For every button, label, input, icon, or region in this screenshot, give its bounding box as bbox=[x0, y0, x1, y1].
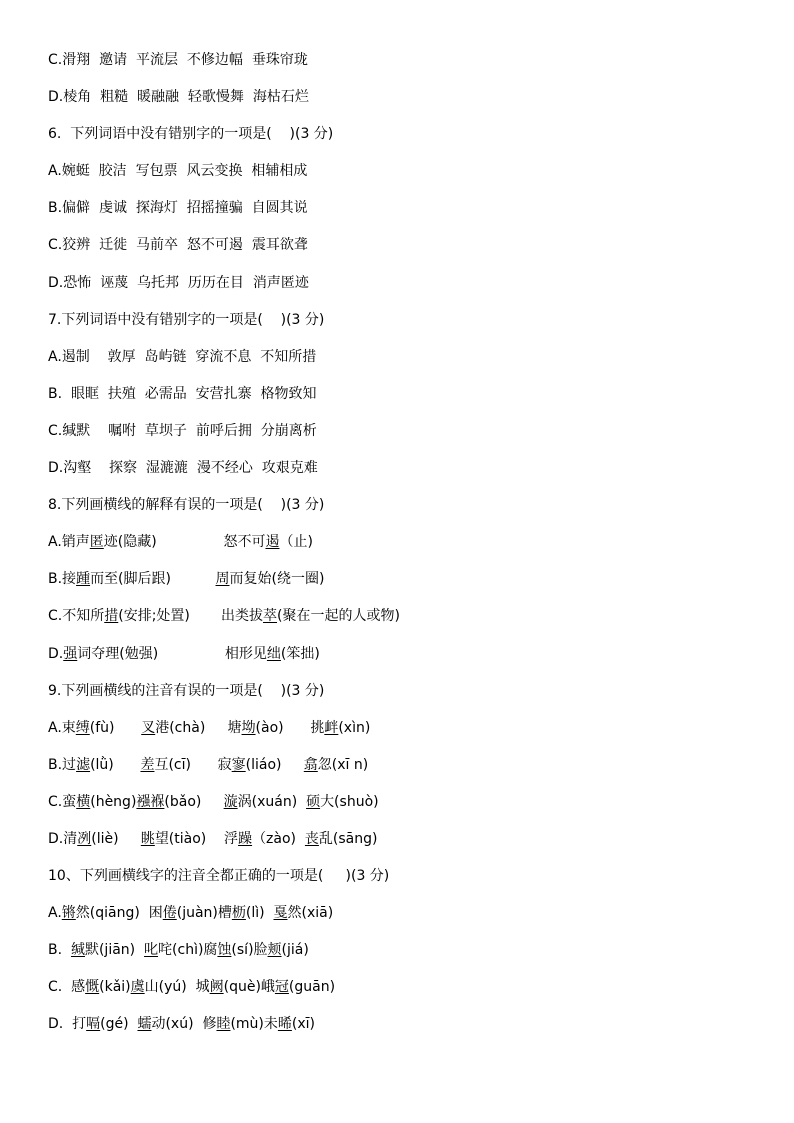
text-line-c10 bbox=[48, 977, 768, 1014]
text-segment: D.沟壑 探察 湿漉漉 漫不经心 攻艰克难 bbox=[48, 460, 318, 477]
text-line-q6 bbox=[48, 124, 768, 161]
text-segment: (xìn) bbox=[338, 719, 371, 736]
underlined-char: 叉 bbox=[141, 719, 156, 736]
text-segment: A.遏制 敦厚 岛屿链 穿流不息 不知所措 bbox=[48, 348, 317, 365]
text-segment: 8.下列画横线的解释有误的一项是( )(3 分) bbox=[48, 497, 325, 514]
text-segment: (liè) bbox=[91, 830, 141, 847]
text-line-d5 bbox=[48, 87, 768, 124]
underlined-char: 叱 bbox=[144, 942, 159, 959]
underlined-char: 差 bbox=[140, 756, 155, 773]
text-line-a9 bbox=[48, 718, 768, 755]
underlined-char: 嗝 bbox=[86, 1016, 101, 1033]
text-segment: （止) bbox=[279, 534, 313, 551]
text-segment: D. 打 bbox=[48, 1016, 87, 1033]
text-segment: 乱(sāng) bbox=[318, 830, 378, 847]
text-segment: (fù) bbox=[89, 719, 142, 736]
underlined-char: 戛 bbox=[273, 905, 288, 922]
text-line-c9 bbox=[48, 792, 768, 829]
text-segment: B.偏僻 虔诚 探海灯 招摇撞骗 自圆其说 bbox=[48, 200, 308, 217]
text-segment: C.蛮 bbox=[48, 793, 77, 810]
text-segment: (hèng) bbox=[90, 793, 137, 810]
text-segment: 互(cī) 寂 bbox=[154, 756, 232, 773]
text-segment: C.滑翔 邀请 平流层 不修边幅 垂珠帘珑 bbox=[48, 52, 308, 68]
text-segment: (liáo) bbox=[245, 756, 304, 773]
text-segment: C.缄默 嘱咐 草坝子 前呼后拥 分崩离析 bbox=[48, 422, 317, 439]
underlined-char: 丧 bbox=[304, 830, 319, 847]
underlined-char: 滤 bbox=[76, 756, 91, 773]
text-segment: 迹(隐藏) 怒不可 bbox=[103, 534, 266, 551]
text-segment: 大(shuò) bbox=[320, 793, 379, 810]
underlined-char: 坳 bbox=[241, 719, 256, 736]
text-segment: B. bbox=[48, 942, 71, 959]
underlined-char: 锵 bbox=[61, 905, 76, 922]
underlined-char: 匿 bbox=[89, 534, 104, 551]
text-segment: 6. 下列词语中没有错别字的一项是( )(3 分) bbox=[48, 126, 334, 143]
underlined-char: 躁 bbox=[238, 830, 253, 847]
text-line-q9 bbox=[48, 681, 768, 718]
text-line-b10 bbox=[48, 940, 768, 977]
underlined-char: 倦 bbox=[162, 905, 177, 922]
text-line-d7 bbox=[48, 458, 768, 495]
text-segment: (安排;处置) 出类拔 bbox=[118, 608, 264, 625]
text-segment: (笨拙) bbox=[280, 645, 320, 662]
text-line-a8 bbox=[48, 532, 768, 569]
underlined-char: 襁褓 bbox=[136, 793, 165, 810]
text-segment: (gé) bbox=[100, 1016, 138, 1033]
underlined-char: 横 bbox=[76, 793, 91, 810]
text-line-q8 bbox=[48, 495, 768, 532]
text-segment: (què)峨 bbox=[223, 979, 275, 996]
text-segment: (xī) bbox=[291, 1016, 315, 1033]
text-segment: 动(xú) 修 bbox=[151, 1016, 217, 1033]
underlined-char: 衅 bbox=[324, 719, 339, 736]
text-segment: D.恐怖 诬蔑 乌托邦 历历在目 消声匿迹 bbox=[48, 274, 309, 291]
underlined-char: 枥 bbox=[231, 905, 246, 922]
underlined-char: 缚 bbox=[75, 719, 90, 736]
underlined-char: 措 bbox=[104, 608, 119, 625]
underlined-char: 眺 bbox=[140, 830, 155, 847]
text-segment: 默(jiān) bbox=[84, 942, 145, 959]
text-segment: A. bbox=[48, 905, 62, 922]
underlined-char: 绌 bbox=[266, 645, 281, 662]
underlined-char: 冠 bbox=[274, 979, 289, 996]
underlined-char: 虞 bbox=[130, 979, 145, 996]
underlined-char: 冽 bbox=[77, 830, 92, 847]
text-segment: 而复始(绕一圈) bbox=[229, 571, 325, 588]
text-segment: B. 眼眶 扶殖 必需品 安营扎寨 格物致知 bbox=[48, 385, 317, 402]
text-line-c6 bbox=[48, 235, 768, 272]
text-segment: (lì) bbox=[245, 905, 274, 922]
text-segment: (lǜ) bbox=[90, 756, 141, 773]
text-segment: C.狡辨 迁徙 马前卒 怒不可遏 震耳欲聋 bbox=[48, 237, 308, 254]
underlined-char: 漩 bbox=[223, 793, 238, 810]
text-line-b6 bbox=[48, 198, 768, 235]
text-line-d9 bbox=[48, 829, 768, 866]
underlined-char: 强 bbox=[63, 645, 78, 662]
text-segment: 而至(脚后跟) bbox=[90, 571, 216, 588]
underlined-char: 周 bbox=[215, 571, 230, 588]
text-line-d8 bbox=[48, 644, 768, 681]
underlined-char: 蠕 bbox=[137, 1016, 152, 1033]
document-page bbox=[48, 50, 768, 1052]
text-segment: 9.下列画横线的注音有误的一项是( )(3 分) bbox=[48, 682, 325, 699]
underlined-char: 慨 bbox=[85, 979, 100, 996]
text-segment: C. 感 bbox=[48, 979, 86, 996]
text-segment: B.过 bbox=[48, 756, 77, 773]
underlined-char: 翕 bbox=[303, 756, 318, 773]
text-line-b9 bbox=[48, 755, 768, 792]
text-segment: (kǎi) bbox=[99, 979, 131, 996]
text-line-c5 bbox=[48, 50, 768, 87]
text-line-a6 bbox=[48, 161, 768, 198]
text-segment: 望(tiào) 浮 bbox=[154, 830, 239, 847]
text-segment: 港(chà) 塘 bbox=[155, 719, 242, 736]
underlined-char: 蚀 bbox=[217, 942, 232, 959]
underlined-char: 阙 bbox=[209, 979, 224, 996]
text-segment: A.婉蜓 胶洁 写包票 风云变换 相辅相成 bbox=[48, 163, 308, 180]
text-line-b8 bbox=[48, 569, 768, 606]
text-segment: (聚在一起的人或物) bbox=[277, 608, 400, 625]
text-segment: (jiá) bbox=[281, 942, 309, 959]
text-segment: C.不知所 bbox=[48, 608, 105, 625]
text-segment: 然(xiā) bbox=[287, 905, 334, 922]
underlined-char: 颊 bbox=[267, 942, 282, 959]
text-segment: A.销声 bbox=[48, 534, 90, 551]
text-segment: (mù)未 bbox=[230, 1016, 278, 1033]
underlined-char: 萃 bbox=[263, 608, 278, 625]
text-segment: 山(yú) 城 bbox=[144, 979, 210, 996]
text-segment: B.接 bbox=[48, 571, 77, 588]
text-line-b7 bbox=[48, 384, 768, 421]
text-line-d10 bbox=[48, 1014, 768, 1051]
text-line-c7 bbox=[48, 421, 768, 458]
text-segment: 忽(xī n) bbox=[317, 756, 369, 773]
text-line-d6 bbox=[48, 273, 768, 310]
text-line-q7 bbox=[48, 310, 768, 347]
text-segment: （zào) bbox=[252, 830, 305, 847]
text-segment: 咤(chì)腐 bbox=[158, 942, 218, 959]
underlined-char: 缄 bbox=[70, 942, 85, 959]
text-segment: 然(qiāng) 困 bbox=[75, 905, 163, 922]
text-segment: A.束 bbox=[48, 719, 76, 736]
text-segment: 10、下列画横线字的注音全都正确的一项是( )(3 分) bbox=[48, 868, 390, 885]
text-segment: 涡(xuán) bbox=[237, 793, 307, 810]
text-segment: D.清 bbox=[48, 830, 78, 847]
text-segment: D. bbox=[48, 645, 64, 662]
text-segment: (guān) bbox=[288, 979, 336, 996]
underlined-char: 睦 bbox=[216, 1016, 231, 1033]
text-segment: D.棱角 粗糙 暖融融 轻歌慢舞 海枯石烂 bbox=[48, 89, 309, 106]
text-segment: (bǎo) bbox=[164, 793, 224, 810]
underlined-char: 硕 bbox=[306, 793, 321, 810]
text-segment: (juàn)槽 bbox=[176, 905, 232, 922]
text-segment: (sí)脸 bbox=[231, 942, 268, 959]
text-line-q10 bbox=[48, 866, 768, 903]
underlined-char: 晞 bbox=[277, 1016, 292, 1033]
text-line-a10 bbox=[48, 903, 768, 940]
text-line-a7 bbox=[48, 347, 768, 384]
underlined-char: 遏 bbox=[265, 534, 280, 551]
underlined-char: 踵 bbox=[76, 571, 91, 588]
underlined-char: 寥 bbox=[231, 756, 246, 773]
text-segment: 7.下列词语中没有错别字的一项是( )(3 分) bbox=[48, 311, 325, 328]
text-line-c8 bbox=[48, 606, 768, 643]
text-segment: (ào) 挑 bbox=[255, 719, 325, 736]
text-segment: 词夺理(勉强) 相形见 bbox=[77, 645, 267, 662]
